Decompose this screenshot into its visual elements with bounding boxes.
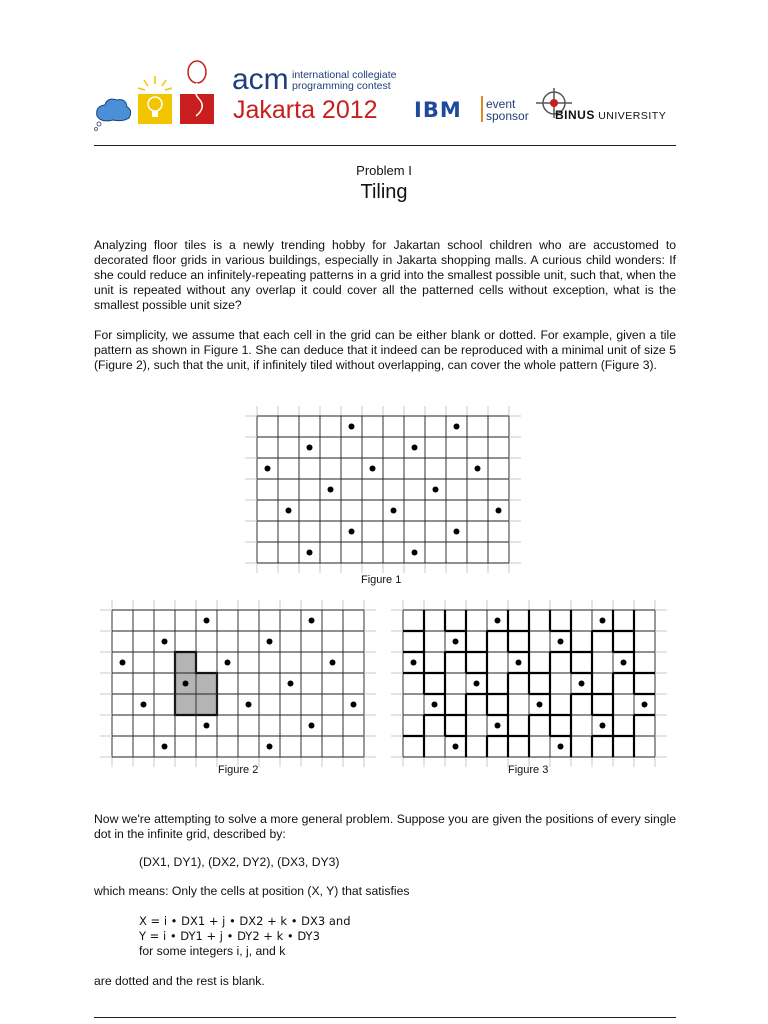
grid-dot xyxy=(349,424,355,430)
grid-dot xyxy=(267,744,273,750)
grid-dot xyxy=(141,702,147,708)
means-line: which means: Only the cells at position (X, Y) that satisfies xyxy=(94,884,410,898)
grid-dot xyxy=(496,508,502,514)
grid-dot xyxy=(288,681,294,687)
grid-dot xyxy=(328,487,334,493)
grid-dot xyxy=(475,466,481,472)
grid-dot xyxy=(309,618,315,624)
grid-dot xyxy=(600,723,606,729)
grid-dot xyxy=(474,681,480,687)
footer-rule xyxy=(94,1017,676,1018)
acm-wordmark: acm xyxy=(232,63,289,96)
grid-dot xyxy=(204,723,210,729)
acm-subtitle xyxy=(292,70,397,92)
grid-dot xyxy=(225,660,231,666)
grid-dot xyxy=(454,424,460,430)
figure-1-caption: Figure 1 xyxy=(361,574,402,586)
grid-dot xyxy=(453,639,459,645)
sponsor-divider xyxy=(481,96,483,122)
tile-boundaries xyxy=(403,610,655,757)
grid-dot xyxy=(433,487,439,493)
acm-subtitle-line-2: programming contest xyxy=(292,80,391,92)
figure-2-caption: Figure 2 xyxy=(218,764,259,776)
example-paragraph: For simplicity, we assume that each cell in the grid can be either blank or dotted. For example, given a tile pattern as shown in Figure 1. She can deduce that it indeed can be reproduced with a minimal unit of size 5 (Figure 2), such that the unit, if infinitely tiled without overlapping, can cover the whole pattern (Figure 3). xyxy=(94,328,676,372)
figure-3-grid xyxy=(391,600,667,768)
event-sponsor-line-1: event xyxy=(486,97,516,111)
grid-dot xyxy=(579,681,585,687)
grid-dot xyxy=(558,639,564,645)
grid-lines xyxy=(100,600,376,767)
lightbulb-icon xyxy=(136,74,176,126)
equation-y: Y = i • DY1 + j • DY2 + k • DY3 xyxy=(139,929,320,943)
figure-3-caption: Figure 3 xyxy=(508,764,549,776)
intro-paragraph: Analyzing floor tiles is a newly trending hobby for Jakartan school children who are accustomed to decorated floor grids in various buildings, especially in Jakarta shopping malls. A curious child wonders: If she could reduce an infinitely-repeating patterns in a grid into the smallest possible unit, such that, when the unit is repeated without any overlap it could cover all the patterned cells without exception, what is the smallest possible unit size? xyxy=(94,238,676,312)
positions-line: (DX1, DY1), (DX2, DY2), (DX3, DY3) xyxy=(139,855,340,869)
binus-wordmark xyxy=(555,108,666,122)
grid-dot xyxy=(454,529,460,535)
event-sponsor-line-2: sponsor xyxy=(486,109,529,123)
grid-dot xyxy=(286,508,292,514)
figure-1-grid xyxy=(245,406,521,574)
grid-dot xyxy=(162,639,168,645)
grid-dot xyxy=(495,618,501,624)
grid-dot xyxy=(600,618,606,624)
problem-title: Tiling xyxy=(360,181,408,203)
conclusion-line: are dotted and the rest is blank. xyxy=(94,974,265,988)
grid-dot xyxy=(453,744,459,750)
grid-dot xyxy=(558,744,564,750)
grid-dot xyxy=(162,744,168,750)
grid-dot xyxy=(642,702,648,708)
acm-subtitle-line-1: international collegiate xyxy=(292,69,397,81)
integers-line: for some integers i, j, and k xyxy=(139,944,286,958)
grid-dot xyxy=(412,550,418,556)
binus-name: BINUS xyxy=(555,108,595,122)
grid-dot xyxy=(246,702,252,708)
grid-dot xyxy=(412,445,418,451)
grid-dot xyxy=(391,508,397,514)
grid-dot xyxy=(183,681,189,687)
event-name: Jakarta 2012 xyxy=(233,96,378,124)
grid-dot xyxy=(370,466,376,472)
grid-dot xyxy=(307,550,313,556)
grid-dot xyxy=(351,702,357,708)
grid-dot xyxy=(330,660,336,666)
grid-dot xyxy=(349,529,355,535)
binus-university: UNIVERSITY xyxy=(598,110,667,122)
general-problem-paragraph: Now we're attempting to solve a more general problem. Suppose you are given the positions of every single dot in the infinite grid, described by: xyxy=(94,812,676,841)
equation-x: X = i • DX1 + j • DX2 + k • DX3 and xyxy=(139,914,351,928)
grid-dot xyxy=(516,660,522,666)
grid-dot xyxy=(432,702,438,708)
grid-dot xyxy=(495,723,501,729)
balloon-icon xyxy=(178,58,218,128)
grid-dot xyxy=(120,660,126,666)
event-sponsor-label xyxy=(486,98,529,122)
figure-2-grid xyxy=(100,600,376,768)
problem-label: Problem I xyxy=(356,163,412,178)
grid-dot xyxy=(265,466,271,472)
grid-dot xyxy=(204,618,210,624)
cloud-icon xyxy=(93,94,133,134)
grid-dot xyxy=(411,660,417,666)
ibm-logo: IBM xyxy=(414,98,462,122)
grid-lines xyxy=(245,406,521,573)
grid-dot xyxy=(309,723,315,729)
grid-dot xyxy=(537,702,543,708)
grid-dot xyxy=(267,639,273,645)
grid-dot xyxy=(621,660,627,666)
header-rule xyxy=(94,145,676,146)
grid-dot xyxy=(307,445,313,451)
